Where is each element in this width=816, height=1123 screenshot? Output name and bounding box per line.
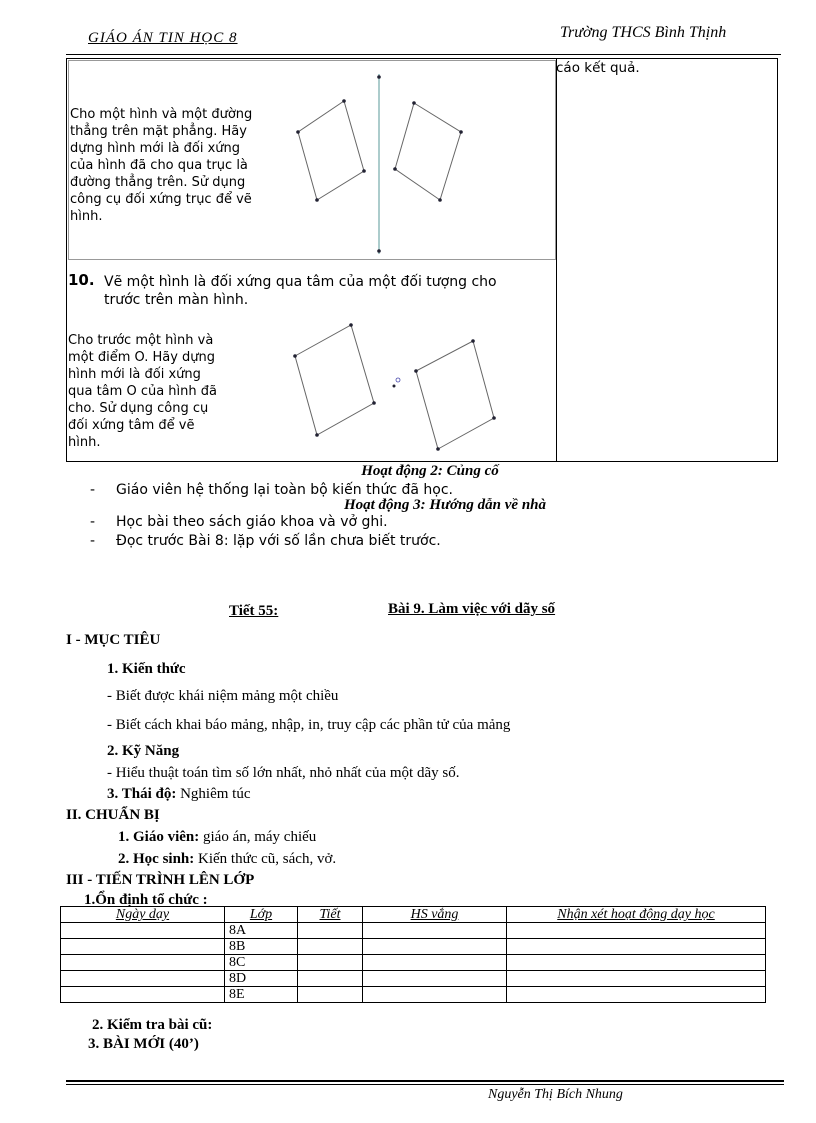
footer-author: Nguyễn Thị Bích Nhung bbox=[488, 1087, 623, 1102]
teacher-prep: 1. Giáo viên: giáo án, máy chiếu bbox=[118, 829, 317, 845]
footer-rule-thick bbox=[66, 1080, 784, 1082]
lesson-title: Bài 9. Làm việc với dãy số bbox=[388, 601, 556, 617]
skills-item: - Hiểu thuật toán tìm số lớn nhất, nhỏ nhất của một dãy số. bbox=[107, 765, 460, 781]
section-preparation: II. CHUẨN BỊ bbox=[66, 807, 160, 823]
attendance-header-row bbox=[61, 907, 766, 923]
activity2-title: Hoạt động 2: Củng cố bbox=[361, 463, 499, 479]
header-left: GIÁO ÁN TIN HỌC 8 bbox=[88, 30, 238, 46]
reflected-quadrilateral-2 bbox=[416, 341, 494, 449]
item1-description: Cho một hình và một đường thẳng trên mặt phẳng. Hãy dựng hình mới là đối xứng của hình đã cho qua trục là đường thẳng trên. Sử dụng công cụ đối xứng trục để vẽ hình. bbox=[70, 107, 253, 224]
axial-symmetry-figure bbox=[280, 64, 550, 264]
review-label: 2. Kiểm tra bài cũ: bbox=[92, 1017, 213, 1033]
item10-description: Cho trước một hình và một điểm O. Hãy dựng hình mới là đối xứng qua tâm O của hình đã cho. Sử dụng công cụ đối xứng tâm để vẽ hình. bbox=[68, 333, 217, 450]
axis-point-bottom bbox=[377, 249, 381, 253]
new-lesson-label: 3. BÀI MỚI (40’) bbox=[88, 1036, 199, 1052]
attendance-table bbox=[60, 906, 766, 1003]
lesson-period: Tiết 55: bbox=[229, 603, 279, 619]
center-point-o bbox=[396, 378, 400, 382]
col-header-class: Lớp bbox=[225, 907, 298, 923]
table-row: 8D bbox=[61, 971, 766, 987]
organization-label: 1.Ổn định tổ chức : bbox=[84, 892, 208, 908]
section-objectives: I - MỤC TIÊU bbox=[66, 632, 161, 648]
activity3-bullet-2: - Đọc trước Bài 8: lặp với số lần chưa biết trước. bbox=[90, 533, 441, 549]
table-row: 8E bbox=[61, 987, 766, 1003]
col-header-date: Ngày dạy bbox=[61, 907, 225, 923]
axis-point-top bbox=[377, 75, 381, 79]
table-row: 8A bbox=[61, 923, 766, 939]
item10-number: 10. bbox=[68, 271, 95, 289]
table-row: 8C bbox=[61, 955, 766, 971]
knowledge-item-1: - Biết được khái niệm mảng một chiều bbox=[107, 688, 339, 704]
reflected-quadrilateral bbox=[395, 103, 461, 200]
section-knowledge: 1. Kiến thức bbox=[107, 661, 186, 677]
col-header-absent: HS vắng bbox=[363, 907, 507, 923]
header-rule bbox=[66, 54, 781, 55]
table-row: 8B bbox=[61, 939, 766, 955]
col-header-remarks: Nhận xét hoạt động dạy học bbox=[507, 907, 766, 923]
right-col-text: cáo kết quả. bbox=[556, 60, 640, 76]
item10-text: Vẽ một hình là đối xứng qua tâm của một đối tượng cho trước trên màn hình. bbox=[104, 274, 497, 308]
knowledge-item-2: - Biết cách khai báo mảng, nhập, in, truy cập các phần tử của mảng bbox=[107, 717, 511, 733]
attitude-line: 3. Thái độ: Nghiêm túc bbox=[107, 786, 251, 802]
central-symmetry-figure bbox=[280, 316, 520, 456]
activity-table-divider bbox=[556, 58, 557, 462]
col-header-period: Tiết bbox=[298, 907, 363, 923]
activity3-bullet-1: - Học bài theo sách giáo khoa và vở ghi. bbox=[90, 514, 388, 530]
student-prep: 2. Học sinh: Kiến thức cũ, sách, vở. bbox=[118, 851, 337, 867]
original-quadrilateral-2 bbox=[295, 325, 374, 435]
header-right: Trường THCS Bình Thịnh bbox=[560, 24, 727, 41]
footer-rule-thin bbox=[66, 1084, 784, 1085]
activity2-bullet: - Giáo viên hệ thống lại toàn bộ kiến thức đã học. bbox=[90, 482, 454, 498]
activity3-title: Hoạt động 3: Hướng dẫn về nhà bbox=[343, 497, 547, 513]
section-skills: 2. Kỹ Năng bbox=[107, 743, 180, 759]
original-quadrilateral bbox=[298, 101, 364, 200]
section-procedure: III - TIẾN TRÌNH LÊN LỚP bbox=[66, 872, 255, 888]
